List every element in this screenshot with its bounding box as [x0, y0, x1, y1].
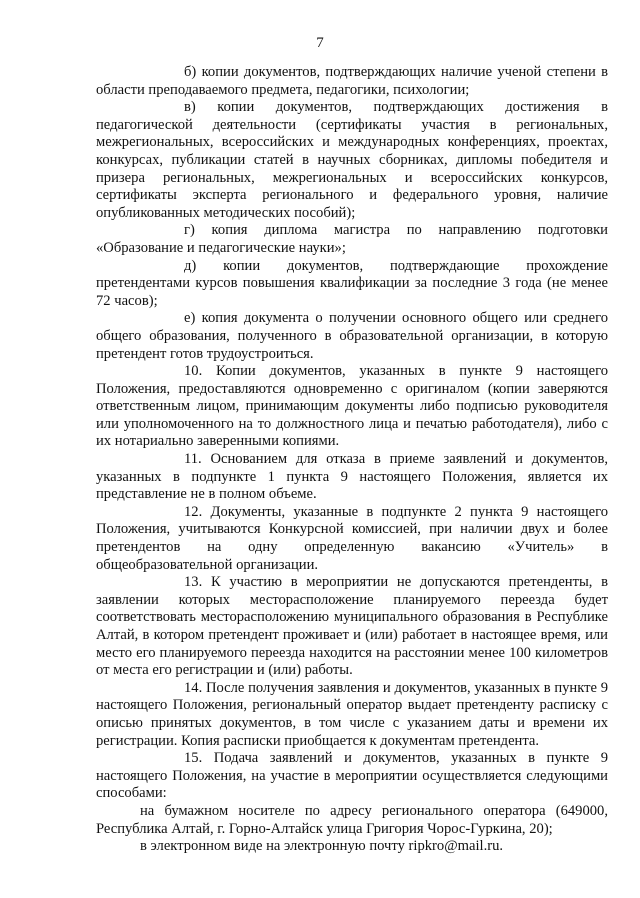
paragraph-clause-12 [96, 504, 608, 574]
paragraph-text: Подача заявлений и документов, указанных в пункте 9 настоящего Положения, на участие в мероприятии осуществляется следующими способами: [96, 750, 608, 802]
paragraph-marker: 13. [184, 574, 203, 591]
paragraph-text: После получения заявления и документов, указанных в пункте 9 настоящего Положения, региональный оператор выдает претенденту расписку с описью принятых документов, в том числе с указанием даты и времени их регистрации. Копия расписки приобщается к документам претендента. [96, 679, 608, 749]
paragraph-text: в электронном виде на электронную почту ripkro@mail.ru. [140, 838, 504, 855]
paragraph-clause-10 [96, 363, 608, 451]
paragraph-item-d [96, 258, 608, 311]
paragraph-marker: в) [184, 99, 196, 116]
paragraph-marker: 12. [184, 503, 203, 520]
paragraph-marker: 15. [184, 750, 203, 767]
paragraph-text: копия документа о получении основного общего или среднего общего образования, полученного в образовательной организации, в которую претендент готов трудоустроиться. [96, 310, 608, 362]
paragraph-marker: д) [184, 257, 197, 274]
paragraph-text: Документы, указанные в подпункте 2 пункта 9 настоящего Положения, учитываются Конкурсной комиссией, при наличии двух и более претендентов на одну определенную вакансию «Учитель» в общеобразовательной организации. [96, 503, 608, 573]
document-body [96, 64, 608, 856]
paragraph-clause-14 [96, 680, 608, 750]
paragraph-item-g [96, 222, 608, 257]
paragraph-clause-15 [96, 750, 608, 803]
paragraph-marker: б) [184, 64, 197, 80]
paragraph-marker: е) [184, 310, 196, 327]
paragraph-marker: 11. [184, 451, 202, 468]
paragraph-clause-11 [96, 451, 608, 504]
paragraph-item-e [96, 310, 608, 363]
paragraph-electronic-submission [96, 838, 608, 856]
paragraph-item-v [96, 99, 608, 222]
paragraph-text: копии документов, подтверждающие прохождение претендентами курсов повышения квалификации за последние 3 года (не менее 72 часов); [96, 257, 608, 309]
paragraph-clause-13 [96, 574, 608, 680]
paragraph-text: Копии документов, указанных в пункте 9 настоящего Положения, предоставляются одновременно с оригиналом (копии заверяются ответственным лицом, принимающим документы либо подписью руководителя или уполномоченного на то должностного лица и печатью работодателя), либо с их нотариально заверенными копиями. [96, 363, 608, 450]
paragraph-paper-submission [96, 803, 608, 838]
paragraph-text: Основанием для отказа в приеме заявлений и документов, указанных в подпункте 1 пункта 9 настоящего Положения, является их представление не в полном объеме. [96, 451, 608, 503]
paragraph-marker: г) [184, 222, 195, 239]
paragraph-text: копия диплома магистра по направлению подготовки «Образование и педагогические науки»; [96, 222, 608, 256]
paragraph-item-b [96, 64, 608, 99]
paragraph-text: К участию в мероприятии не допускаются претенденты, в заявлении которых месторасположение планируемого переезда будет соответствовать месторасположению муниципального образования в Республике Алтай, в котором претендент проживает и (или) работает в настоящее время, или место его планируемого переезда находится на расстоянии менее 100 километров от места его регистрации и (или) работы. [96, 574, 609, 679]
paragraph-marker: 10. [184, 363, 203, 380]
page-number: 7 [316, 35, 324, 51]
paragraph-text: на бумажном носителе по адресу регионального оператора (649000, Республика Алтай, г. Горно-Алтайск улица Григория Чорос-Гуркина, 20); [96, 802, 608, 837]
paragraph-marker: 14. [184, 679, 203, 696]
paragraph-text: копии документов, подтверждающих достижения в педагогической деятельности (сертификаты участия в региональных, межрегиональных, всероссийских и международных конференциях, проектах, конкурсах, публикации статей в научных сборниках, дипломы победителя и призера региональных, межрегиональных и всероссийских конкурсов, сертификаты эксперта регионального и федерального уровня, наличие опубликованных методических пособий); [96, 99, 608, 221]
paragraph-text: копии документов, подтверждающих наличие ученой степени в области преподаваемого предмета, педагогики, психологии; [96, 64, 608, 98]
